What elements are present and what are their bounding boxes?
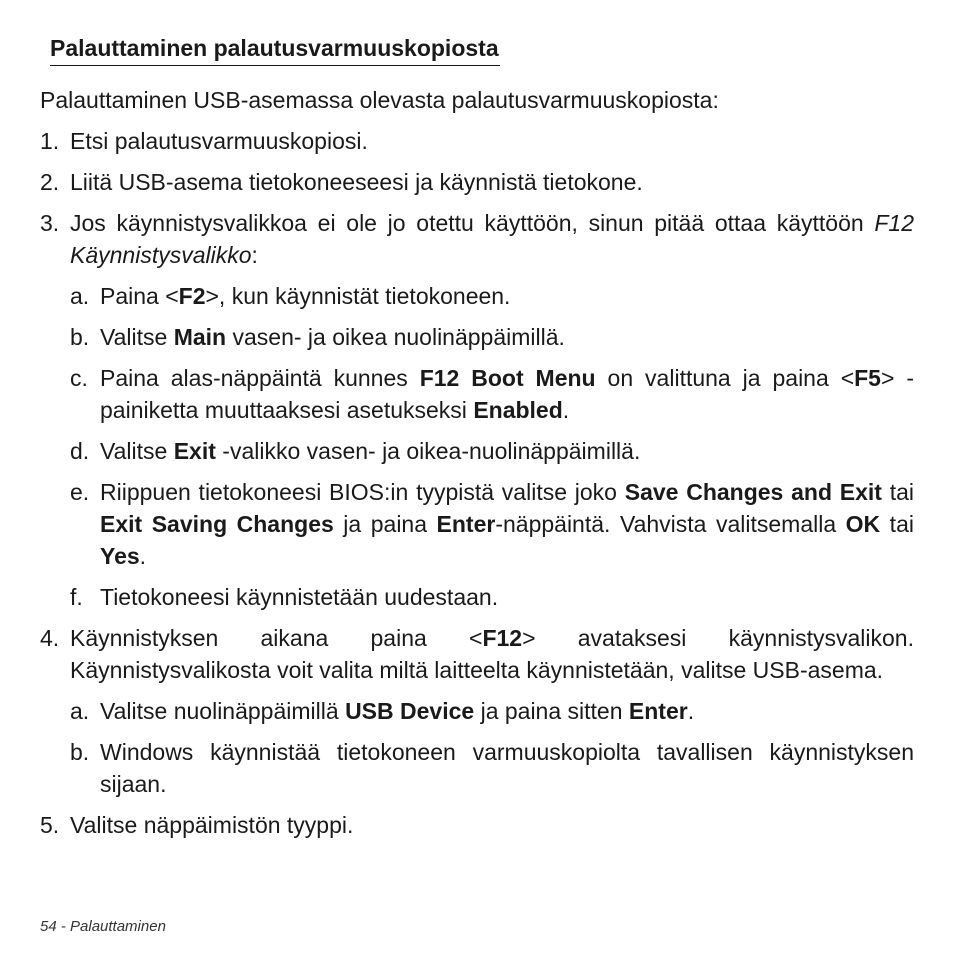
step-text: Liitä USB-asema tietokoneeseesi ja käynnistä tietokone. bbox=[70, 169, 643, 195]
substep-text: Paina alas-näppäintä kunnes bbox=[100, 365, 420, 391]
substep-text: Valitse bbox=[100, 324, 174, 350]
step-text: Etsi palautusvarmuuskopiosi. bbox=[70, 128, 368, 154]
step-text: Jos käynnistysvalikkoa ei ole jo otettu käyttöön, sinun pitää ottaa käyttöön bbox=[70, 210, 875, 236]
key-name: F12 bbox=[482, 625, 523, 651]
step-3 bbox=[40, 207, 914, 271]
intro-paragraph: Palauttaminen USB-asemassa olevasta palautusvarmuuskopiosta: bbox=[40, 87, 719, 113]
step-number: 2. bbox=[40, 169, 60, 195]
substep-text: on valittuna ja paina < bbox=[595, 365, 855, 391]
substep-text: . bbox=[139, 543, 147, 569]
substep-text: ja paina bbox=[333, 511, 437, 537]
substep-text: Tietokoneesi käynnistetään uudestaan. bbox=[100, 584, 499, 610]
substep-text: . bbox=[562, 397, 570, 423]
confirm-option: OK bbox=[845, 511, 881, 537]
substep-3c bbox=[40, 362, 914, 426]
step-text: > avataksesi käynnistysvalikon. Käynnistysvalikosta voit valita miltä laitteelta käynnistetään, valitse USB-asema. bbox=[70, 625, 914, 683]
menu-name: Main bbox=[173, 324, 227, 350]
substep-3d bbox=[40, 435, 914, 467]
menu-option: Exit Saving Changes bbox=[100, 511, 334, 537]
step-text: Valitse näppäimistön tyyppi. bbox=[70, 812, 354, 838]
setting-value: Enabled bbox=[473, 397, 563, 423]
substep-text: Valitse nuolinäppäimillä bbox=[100, 698, 346, 724]
menu-option: Save Changes and Exit bbox=[624, 479, 882, 505]
step-number: 3. bbox=[40, 210, 60, 236]
step-text: : bbox=[251, 242, 258, 268]
key-name: F5 bbox=[854, 365, 881, 391]
substep-letter: c. bbox=[70, 365, 88, 391]
substep-text: >, kun käynnistät tietokoneen. bbox=[205, 283, 511, 309]
substep-3b bbox=[40, 321, 914, 353]
key-name: Enter bbox=[628, 698, 688, 724]
substep-text: tai bbox=[881, 479, 915, 505]
step-2 bbox=[40, 166, 914, 198]
step-text: Käynnistyksen aikana paina < bbox=[70, 625, 483, 651]
menu-option: USB Device bbox=[345, 698, 475, 724]
substep-text: . bbox=[687, 698, 695, 724]
substep-letter: a. bbox=[70, 698, 90, 724]
emphasis-text: F12 Käynnistysvalikko bbox=[70, 210, 914, 268]
substep-text: Riippuen tietokoneesi BIOS:in tyypistä valitse joko bbox=[100, 479, 625, 505]
substep-4a bbox=[40, 695, 914, 727]
substep-text: vasen- ja oikea nuolinäppäimillä. bbox=[226, 324, 565, 350]
step-4 bbox=[40, 622, 914, 686]
substep-letter: b. bbox=[70, 739, 90, 765]
substep-letter: f. bbox=[70, 584, 83, 610]
substep-3a bbox=[40, 280, 914, 312]
substep-text: Paina < bbox=[100, 283, 179, 309]
substep-text: Valitse bbox=[100, 438, 174, 464]
substep-text: Windows käynnistää tietokoneen varmuuskopiolta tavallisen käynnistyksen sijaan. bbox=[100, 739, 914, 797]
substep-text: -valikko vasen- ja oikea-nuolinäppäimillä. bbox=[215, 438, 641, 464]
key-name: Enter bbox=[436, 511, 496, 537]
substep-letter: a. bbox=[70, 283, 90, 309]
section-heading: Palauttaminen palautusvarmuuskopiosta bbox=[50, 34, 500, 66]
key-name: F2 bbox=[178, 283, 206, 309]
confirm-option: Yes bbox=[100, 543, 140, 569]
substep-text: -näppäintä. Vahvista valitsemalla bbox=[495, 511, 846, 537]
menu-name: Exit bbox=[173, 438, 216, 464]
substep-text: ja paina sitten bbox=[474, 698, 629, 724]
step-5 bbox=[40, 809, 914, 841]
substep-text: > -painiketta muuttaaksesi asetukseksi bbox=[100, 365, 914, 423]
substep-letter: d. bbox=[70, 438, 90, 464]
step-number: 1. bbox=[40, 128, 60, 154]
substep-letter: b. bbox=[70, 324, 90, 350]
substep-letter: e. bbox=[70, 479, 90, 505]
substep-4b bbox=[40, 736, 914, 800]
document-body bbox=[40, 84, 914, 850]
step-number: 4. bbox=[40, 625, 60, 651]
step-1 bbox=[40, 125, 914, 157]
step-number: 5. bbox=[40, 812, 60, 838]
substep-3e bbox=[40, 476, 914, 572]
substep-3f bbox=[40, 581, 914, 613]
substep-text: tai bbox=[880, 511, 914, 537]
menu-name: F12 Boot Menu bbox=[419, 365, 596, 391]
page-footer: 54 - Palauttaminen bbox=[40, 918, 166, 935]
